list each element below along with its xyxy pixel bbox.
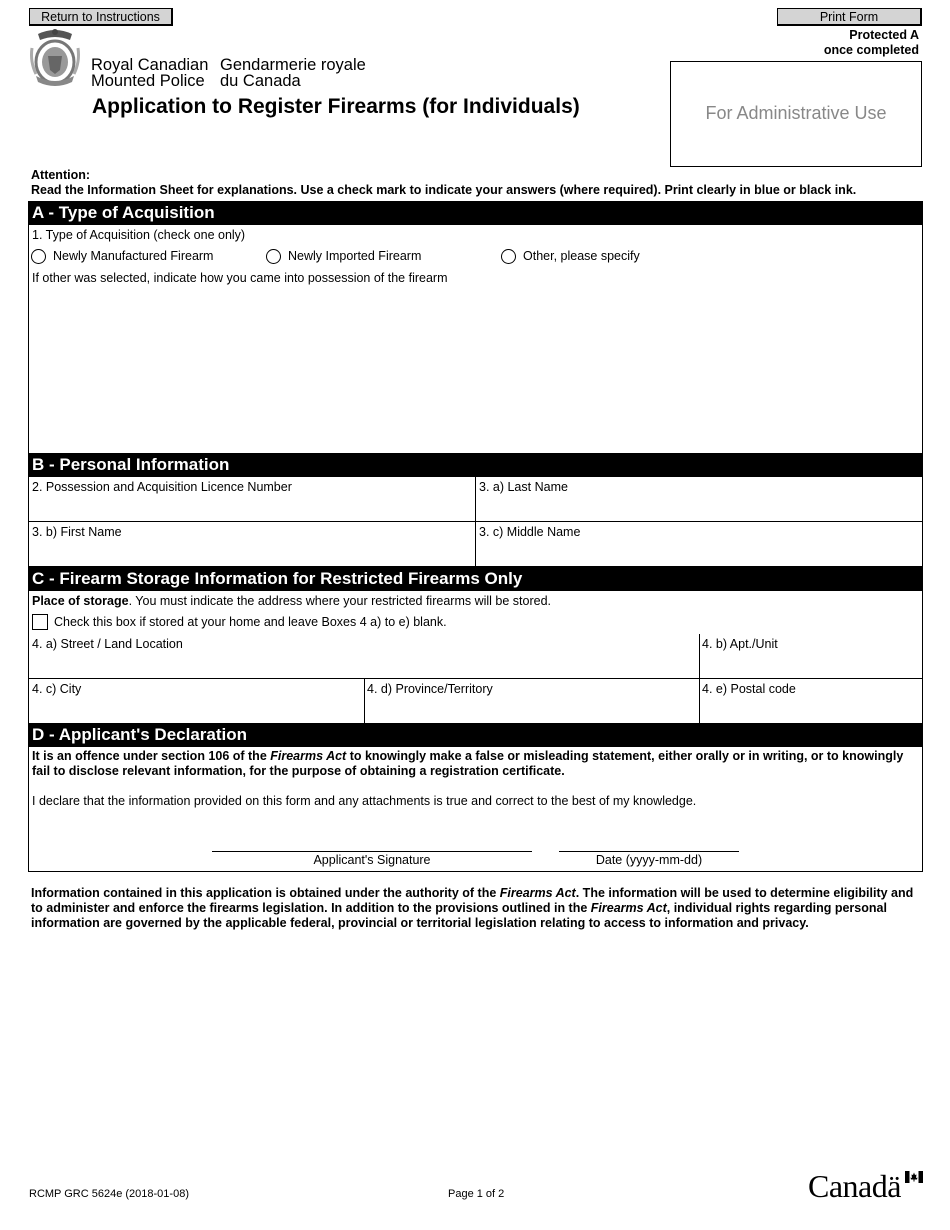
signature-field[interactable]	[212, 823, 532, 850]
offence-act-name: Firearms Act	[270, 749, 347, 763]
place-of-storage-rest: . You must indicate the address where your restricted firearms will be stored.	[128, 594, 551, 608]
last-name-label: 3. a) Last Name	[479, 480, 568, 494]
org-name-english	[91, 57, 208, 89]
place-of-storage-text	[32, 594, 551, 608]
apt-unit-label: 4. b) Apt./Unit	[702, 637, 778, 651]
org-fr-line-1: Gendarmerie royale	[220, 56, 366, 74]
home-storage-box	[28, 611, 923, 635]
personal-info-row-divider	[29, 521, 922, 522]
pal-number-label: 2. Possession and Acquisition Licence Number	[32, 480, 292, 494]
admin-use-label: For Administrative Use	[705, 103, 887, 123]
address-divider-right	[699, 634, 700, 724]
print-form-button[interactable]: Print Form	[777, 8, 922, 26]
street-field[interactable]	[31, 654, 697, 676]
middle-name-label: 3. c) Middle Name	[479, 525, 581, 539]
page-number: Page 1 of 2	[448, 1188, 505, 1200]
privacy-part-3: , individual rights regarding personal information are governed by the applicable federal, provincial or territorial legislation relating to access to information and privacy.	[31, 901, 887, 931]
radio-newly-manufactured[interactable]	[31, 249, 46, 264]
canada-wordmark-icon	[808, 1168, 923, 1204]
attention-text: Read the Information Sheet for explanations. Use a check mark to indicate your answers (where required). Print clearly in blue or black ink.	[31, 183, 857, 197]
org-en-line-1: Royal Canadian	[91, 56, 209, 74]
privacy-act-2: Firearms Act	[590, 901, 667, 916]
privacy-part-1: Information contained in this application is obtained under the authority of the	[31, 886, 500, 900]
section-b-header: B - Personal Information	[28, 453, 923, 477]
section-a-header: A - Type of Acquisition	[28, 201, 923, 225]
apt-unit-field[interactable]	[702, 654, 920, 676]
province-field[interactable]	[367, 699, 697, 721]
other-specify-label: If other was selected, indicate how you came into possession of the firearm	[32, 271, 448, 285]
protected-line-2: once completed	[823, 43, 919, 57]
option-other-label: Other, please specify	[523, 249, 640, 263]
privacy-act-1: Firearms Act	[499, 886, 576, 900]
other-specify-field[interactable]	[31, 288, 920, 451]
org-name-french	[220, 57, 366, 89]
option-newly-imported-label: Newly Imported Firearm	[288, 249, 422, 263]
date-field[interactable]	[559, 823, 739, 850]
org-en-line-2: Mounted Police	[91, 72, 205, 90]
date-line	[559, 851, 739, 852]
place-of-storage-bold: Place of storage	[32, 594, 129, 608]
return-to-instructions-button[interactable]: Return to Instructions	[29, 8, 173, 26]
declaration-box	[28, 747, 923, 872]
page-title: Application to Register Firearms (for Individuals)	[92, 95, 580, 118]
privacy-notice	[31, 886, 921, 932]
other-specify-box	[28, 268, 923, 454]
city-field[interactable]	[31, 699, 362, 721]
postal-code-field[interactable]	[702, 699, 920, 721]
date-label: Date (yyyy-mm-dd)	[595, 853, 703, 867]
home-storage-checkbox[interactable]	[32, 614, 48, 630]
personal-info-box	[28, 477, 923, 567]
radio-other[interactable]	[501, 249, 516, 264]
street-label: 4. a) Street / Land Location	[32, 637, 183, 651]
section-c-header: C - Firearm Storage Information for Restricted Firearms Only	[28, 567, 923, 591]
form-number: RCMP GRC 5624e (2018-01-08)	[29, 1188, 189, 1200]
attention-heading: Attention:	[31, 168, 91, 182]
middle-name-field[interactable]	[478, 542, 920, 564]
postal-code-label: 4. e) Postal code	[702, 682, 796, 696]
first-name-label: 3. b) First Name	[32, 525, 122, 539]
address-divider-middle	[364, 678, 365, 724]
offence-part-1: It is an offence under section 106 of the	[32, 749, 271, 763]
personal-info-divider	[475, 477, 476, 567]
signature-line	[212, 851, 532, 852]
protected-line-1: Protected A	[849, 28, 919, 42]
offence-statement	[32, 749, 917, 779]
province-label: 4. d) Province/Territory	[367, 682, 493, 696]
signature-label: Applicant's Signature	[313, 853, 431, 867]
first-name-field[interactable]	[31, 542, 473, 564]
section-d-header: D - Applicant's Declaration	[28, 723, 923, 747]
canada-flag-icon	[905, 1171, 923, 1183]
declaration-text: I declare that the information provided on this form and any attachments is true and correct to the best of my knowledge.	[32, 794, 697, 808]
pal-number-field[interactable]	[31, 497, 473, 519]
city-label: 4. c) City	[32, 682, 82, 696]
storage-address-box	[28, 634, 923, 724]
offence-part-2: to knowingly make a false or misleading statement, either orally or in writing, or to knowingly fail to disclose relevant information, for the purpose of obtaining a registration certificate.	[32, 749, 904, 778]
rcmp-crest-icon	[28, 28, 82, 90]
home-storage-label: Check this box if stored at your home and leave Boxes 4 a) to e) blank.	[54, 615, 447, 629]
q1-label: 1. Type of Acquisition (check one only)	[32, 228, 246, 242]
protected-notice	[824, 28, 919, 58]
option-newly-manufactured-label: Newly Manufactured Firearm	[53, 249, 214, 263]
org-fr-line-2: du Canada	[220, 72, 301, 90]
canada-wordmark-text: Canadä	[808, 1168, 901, 1204]
acquisition-type-box	[28, 225, 923, 269]
radio-newly-imported[interactable]	[266, 249, 281, 264]
last-name-field[interactable]	[478, 497, 920, 519]
admin-use-box	[670, 61, 922, 167]
address-row-divider	[29, 678, 922, 679]
place-of-storage-box	[28, 591, 923, 612]
privacy-part-2: . The information will be used to determine eligibility and to administer and enforce the firearms legislation. In addition to the provisions outlined in the	[31, 886, 914, 916]
